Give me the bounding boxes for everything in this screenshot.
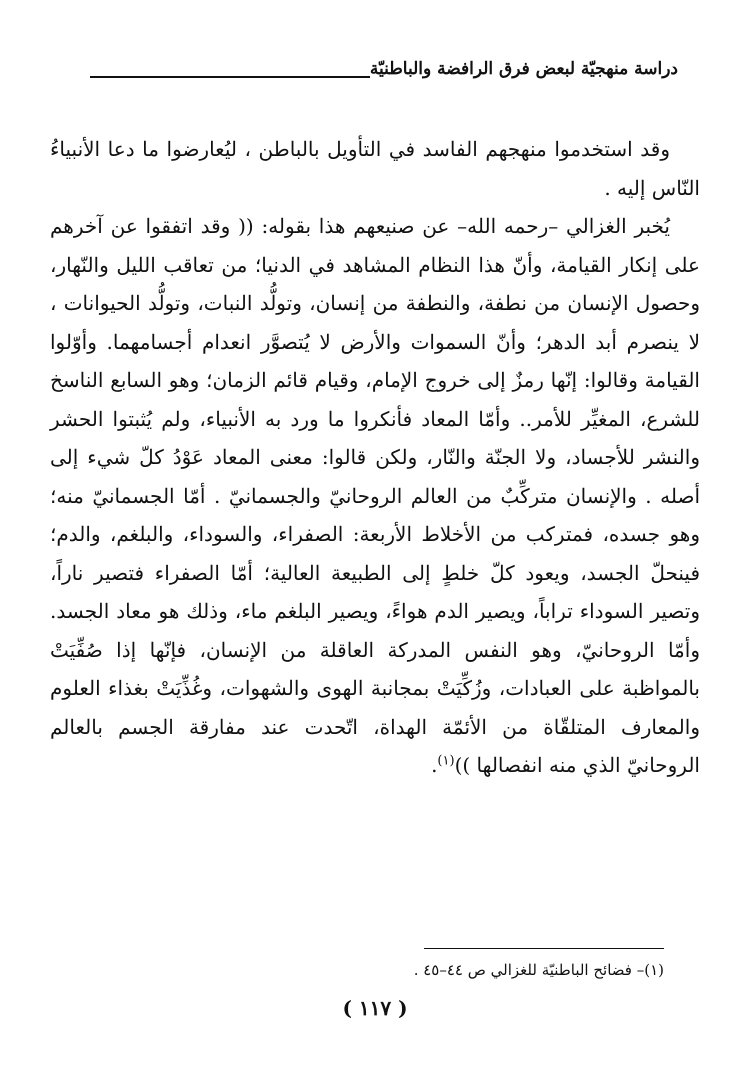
paragraph-quote [50,207,700,785]
footnote: (١)– فضائح الباطنيّة للغزالي ص ٤٤–٤٥ . [413,961,664,979]
paragraph: وقد استخدموا منهجهم الفاسد في التأويل بالباطن ، ليُعارضوا ما دعا الأنبياءُ النّاس إليه . [50,137,700,200]
quote-text: يُخبر الغزالي –رحمه الله– عن صنيعهم هذا بقوله: (( وقد اتفقوا عن آخرهم على إنكار القيامة، وأنّ هذا النظام المشاهد في الدنيا؛ من تعاقب الليل والنّهار، وحصول الإنسان من نطفة، والنطفة من إنسان، وتولُّد النبات، وتولُّد الحيوانات ، لا ينصرم أبد الدهر؛ وأنّ السموات والأرض لا يُتصوَّر انعدام أجسامهما. وأوّلوا القيامة وقالوا: إنّها رمزٌ إلى خروج الإمام، وقيام قائم الزمان؛ وهو السابع الناسخ للشرع، المغيِّر للأمر.. وأمّا المعاد فأنكروا ما ورد به الأنبياء، ولم يُثبتوا الحشر والنشر للأجساد، ولا الجنّة والنّار، ولكن قالوا: معنى المعاد عَوْدُ كلّ شيء إلى أصله . والإنسان متركِّبٌ من العالم الروحانيّ والجسمانيّ . أمّا الجسمانيّ منه؛ وهو جسده، فمتركب من الأخلاط الأربعة: الصفراء، والسوداء، والبلغم، والدم؛ فينحلّ الجسد، ويعود كلّ خلطٍ إلى الطبيعة العالية؛ أمّا الصفراء فتصير ناراً، وتصير السوداء تراباً، ويصير الدم هواءً، ويصير البلغم ماء، وذلك هو معاد الجسد. وأمّا الروحانيّ، وهو النفس المدركة العاقلة من الإنسان، فإنّها إذا صُفِّيَتْ بالمواظبة على العبادات، وزُكِّيَتْ بمجانبة الهوى والشهوات، وغُذِّيَتْ بغذاء العلوم والمعارف المتلقّاة من الأئمّة الهداة، اتّحدت عند مفارقة الجسم بالعالم الروحانيّ الذي منه انفصالها )) [50,214,701,777]
footnote-rule [424,948,664,949]
running-header: دراسة منهجيّة لبعض فرق الرافضة والباطنيّة [369,59,678,79]
footnote-reference[interactable]: (١) [437,753,455,769]
main-text [50,130,700,785]
header-rule [90,76,370,78]
paragraph-end: . [431,753,438,777]
page-number: ( ١١٧ ) [342,996,408,1020]
